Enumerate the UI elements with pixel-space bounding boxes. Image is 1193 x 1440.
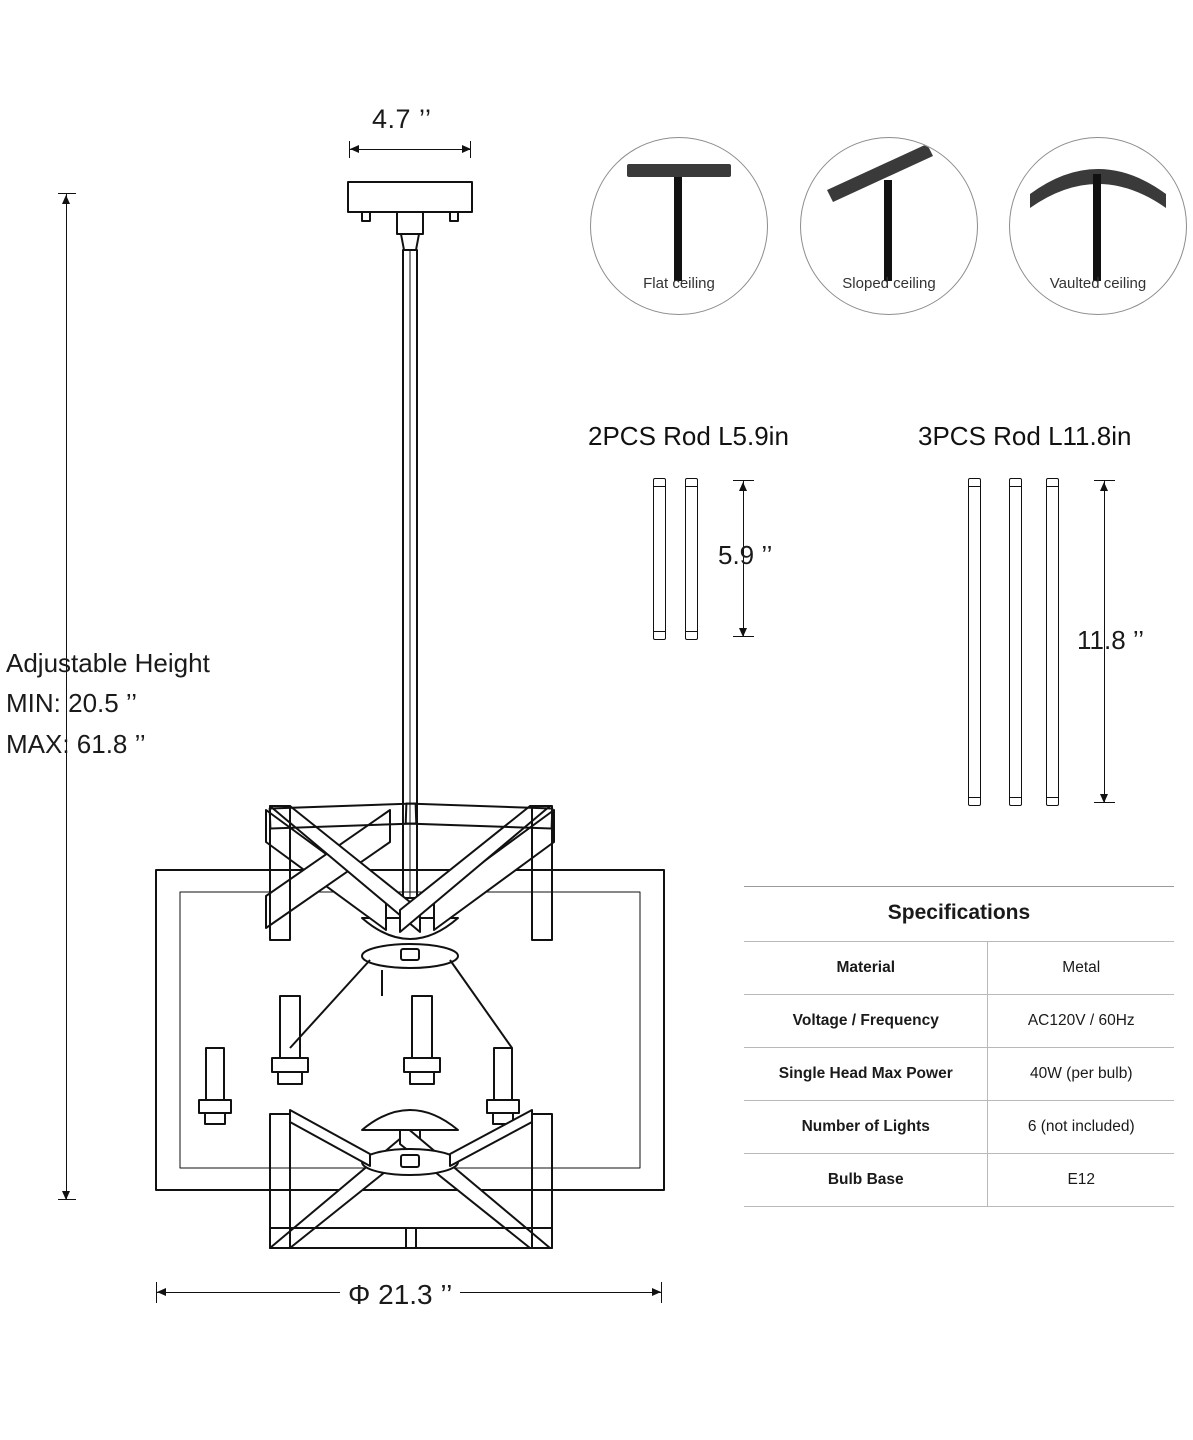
rod-item — [1046, 478, 1059, 806]
spec-key: Material — [744, 942, 988, 995]
adjustable-height-min: MIN: 20.5 ’’ — [6, 688, 138, 719]
rod-group-1-title: 2PCS Rod L5.9in — [588, 421, 789, 451]
spec-value: 6 (not included) — [988, 1101, 1174, 1154]
rod-item — [968, 478, 981, 806]
top-width-arrow-left — [350, 145, 359, 153]
height-tick-top — [58, 193, 76, 194]
sloped-ceiling-caption: Sloped ceiling — [842, 275, 936, 292]
diameter-label: Φ 21.3 ’’ — [340, 1279, 460, 1311]
spec-value: E12 — [988, 1154, 1174, 1207]
adjustable-height-title: Adjustable Height — [6, 648, 210, 678]
vaulted-ceiling-illustration — [1009, 137, 1187, 315]
spec-value: AC120V / 60Hz — [988, 995, 1174, 1048]
rod-item — [1009, 478, 1022, 806]
table-row — [744, 1048, 1174, 1101]
vaulted-ceiling-caption: Vaulted ceiling — [1049, 275, 1147, 292]
spec-key: Single Head Max Power — [744, 1048, 988, 1101]
spec-key: Number of Lights — [744, 1101, 988, 1154]
height-arrow-up — [62, 195, 70, 204]
rod-group-1-arrow-down — [739, 628, 747, 637]
rod-group-1-arrow-up — [739, 482, 747, 491]
table-row — [744, 1101, 1174, 1154]
specifications-table — [744, 886, 1174, 1207]
rod-group-2-dimension-label: 11.8 ’’ — [1077, 625, 1144, 655]
specifications-title: Specifications — [744, 887, 1174, 942]
top-width-label: 4.7 ’’ — [372, 104, 432, 134]
table-row — [744, 995, 1174, 1048]
spec-value: Metal — [988, 942, 1174, 995]
top-width-dimension-line — [349, 149, 471, 150]
rod-group-2-title: 3PCS Rod L11.8in — [918, 421, 1132, 451]
top-width-arrow-right — [462, 145, 471, 153]
sloped-ceiling-illustration — [800, 137, 978, 315]
adjustable-height-max: MAX: 61.8 ’’ — [6, 728, 146, 759]
chandelier-drawing — [120, 170, 720, 1295]
rod-group-1-dimension-label: 5.9 ’’ — [718, 540, 773, 570]
flat-ceiling-caption: Flat ceiling — [643, 275, 715, 292]
spec-value: 40W (per bulb) — [988, 1048, 1174, 1101]
table-row — [744, 887, 1174, 942]
table-row — [744, 942, 1174, 995]
table-row — [744, 1154, 1174, 1207]
chandelier-icon — [120, 170, 720, 1290]
rod-group-2-tick-top — [1094, 480, 1115, 481]
rod-group-2-arrow-down — [1100, 794, 1108, 803]
rod-group-1-tick-top — [733, 480, 754, 481]
height-arrow-down — [62, 1191, 70, 1200]
rod-group-2-arrow-up — [1100, 482, 1108, 491]
spec-key: Bulb Base — [744, 1154, 988, 1207]
spec-key: Voltage / Frequency — [744, 995, 988, 1048]
